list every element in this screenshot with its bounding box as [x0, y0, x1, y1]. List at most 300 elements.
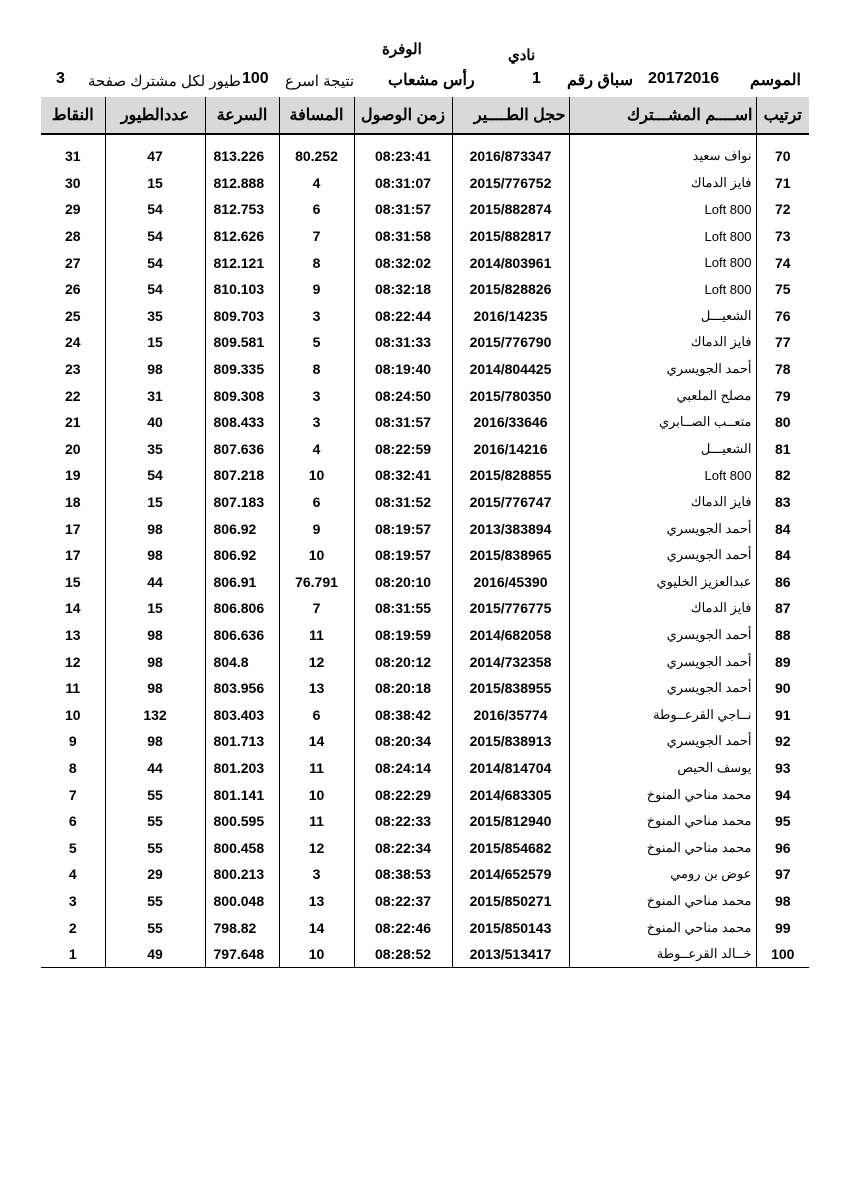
- cell-participant: متعــب الصــابري: [569, 409, 756, 436]
- cell-birds: 132: [105, 701, 205, 728]
- cell-distance: 7: [279, 223, 354, 250]
- cell-ring: 2014/804425: [452, 356, 569, 383]
- cell-participant: محمد مناحي المنوخ: [569, 914, 756, 941]
- cell-distance: 10: [279, 781, 354, 808]
- cell-participant: أحمد الجويسري: [569, 728, 756, 755]
- cell-participant: محمد مناحي المنوخ: [569, 808, 756, 835]
- cell-speed: 812.753: [205, 196, 279, 223]
- cell-arrival-time: 08:22:29: [354, 781, 452, 808]
- table-row: [41, 755, 809, 782]
- cell-distance: 11: [279, 622, 354, 649]
- cell-speed: 806.636: [205, 622, 279, 649]
- cell-arrival-time: 08:22:33: [354, 808, 452, 835]
- cell-speed: 809.335: [205, 356, 279, 383]
- cell-birds: 31: [105, 382, 205, 409]
- cell-birds: 15: [105, 489, 205, 516]
- cell-arrival-time: 08:31:52: [354, 489, 452, 516]
- cell-ring: 2015/838965: [452, 542, 569, 569]
- cell-points: 27: [64, 254, 81, 271]
- cell-arrival-time: 08:20:12: [354, 648, 452, 675]
- cell-ring: 2014/803961: [452, 249, 569, 276]
- cell-rank: 91: [756, 701, 809, 728]
- cell-participant: محمد مناحي المنوخ: [569, 781, 756, 808]
- cell-arrival-time: 08:32:41: [354, 462, 452, 489]
- race-location: رأس مشعاب: [388, 72, 475, 89]
- cell-speed: 803.956: [205, 675, 279, 702]
- cell-ring: 2013/513417: [452, 941, 569, 968]
- results-table: [41, 97, 809, 968]
- cell-speed: 812.121: [205, 249, 279, 276]
- cell-participant: أحمد الجويسري: [569, 648, 756, 675]
- cell-arrival-time: 08:23:41: [354, 143, 452, 170]
- cell-rank: 88: [756, 622, 809, 649]
- cell-ring: 2015/776752: [452, 170, 569, 197]
- race-number: 1: [532, 70, 541, 87]
- cell-distance: 9: [279, 276, 354, 303]
- cell-speed: 801.713: [205, 728, 279, 755]
- cell-rank: 94: [756, 781, 809, 808]
- cell-points: 18: [64, 494, 81, 511]
- cell-distance: 8: [279, 356, 354, 383]
- club-name: الوفرة: [382, 41, 422, 58]
- cell-rank: 78: [756, 356, 809, 383]
- cell-participant: محمد مناحي المنوخ: [569, 888, 756, 915]
- table-row: [41, 143, 809, 170]
- cell-speed: 806.92: [205, 542, 279, 569]
- table-row: [41, 542, 809, 569]
- cell-points: 23: [64, 361, 81, 378]
- cell-rank: 83: [756, 489, 809, 516]
- season-label: الموسم: [750, 72, 801, 89]
- cell-birds: 55: [105, 914, 205, 941]
- cell-rank: 97: [756, 861, 809, 888]
- cell-participant: فايز الدماك: [569, 595, 756, 622]
- cell-arrival-time: 08:24:50: [354, 382, 452, 409]
- cell-birds: 55: [105, 888, 205, 915]
- cell-arrival-time: 08:22:59: [354, 436, 452, 463]
- cell-points: 22: [64, 387, 81, 404]
- col-header-points: النقاط: [41, 97, 105, 134]
- cell-speed: 800.595: [205, 808, 279, 835]
- table-row: [41, 622, 809, 649]
- cell-distance: 10: [279, 542, 354, 569]
- table-row: [41, 196, 809, 223]
- cell-points: 14: [64, 600, 81, 617]
- cell-birds: 44: [105, 755, 205, 782]
- cell-arrival-time: 08:22:44: [354, 303, 452, 330]
- col-header-arrival-time: زمن الوصول: [354, 97, 452, 134]
- table-row: [41, 382, 809, 409]
- cell-ring: 2015/854682: [452, 834, 569, 861]
- cell-points: 24: [64, 334, 81, 351]
- cell-arrival-time: 08:32:18: [354, 276, 452, 303]
- cell-points: 30: [64, 174, 81, 191]
- cell-rank: 82: [756, 462, 809, 489]
- cell-points: 4: [68, 866, 77, 883]
- cell-points: 11: [65, 680, 81, 697]
- cell-ring: 2015/828855: [452, 462, 569, 489]
- cell-distance: 14: [279, 914, 354, 941]
- cell-distance: 10: [279, 941, 354, 968]
- cell-arrival-time: 08:38:53: [354, 861, 452, 888]
- cell-participant: Loft 800: [569, 249, 756, 276]
- cell-points: 15: [64, 573, 81, 590]
- cell-participant: أحمد الجويسري: [569, 675, 756, 702]
- cell-participant: عبدالعزيز الخليوي: [569, 569, 756, 596]
- cell-arrival-time: 08:31:07: [354, 170, 452, 197]
- cell-distance: 4: [279, 170, 354, 197]
- cell-speed: 809.308: [205, 382, 279, 409]
- cell-ring: 2015/828826: [452, 276, 569, 303]
- cell-arrival-time: 08:24:14: [354, 755, 452, 782]
- cell-birds: 15: [105, 329, 205, 356]
- table-row: [41, 808, 809, 835]
- cell-distance: 4: [279, 436, 354, 463]
- cell-distance: 3: [279, 409, 354, 436]
- cell-rank: 100: [756, 941, 809, 968]
- cell-rank: 79: [756, 382, 809, 409]
- cell-points: 8: [68, 759, 77, 776]
- cell-distance: 11: [279, 755, 354, 782]
- cell-rank: 72: [756, 196, 809, 223]
- cell-ring: 2016/45390: [452, 569, 569, 596]
- table-row: [41, 834, 809, 861]
- cell-rank: 96: [756, 834, 809, 861]
- cell-distance: 3: [279, 382, 354, 409]
- cell-ring: 2014/652579: [452, 861, 569, 888]
- table-row: [41, 329, 809, 356]
- cell-speed: 801.203: [205, 755, 279, 782]
- cell-participant: Loft 800: [569, 276, 756, 303]
- cell-rank: 93: [756, 755, 809, 782]
- cell-rank: 84: [756, 515, 809, 542]
- cell-birds: 44: [105, 569, 205, 596]
- table-row: [41, 595, 809, 622]
- cell-points: 17: [64, 547, 81, 564]
- club-label: نادي: [508, 47, 536, 64]
- cell-distance: 5: [279, 329, 354, 356]
- cell-rank: 99: [756, 914, 809, 941]
- table-row: [41, 914, 809, 941]
- cell-rank: 81: [756, 436, 809, 463]
- table-row: [41, 569, 809, 596]
- cell-speed: 809.581: [205, 329, 279, 356]
- cell-points: 26: [64, 281, 81, 298]
- cell-participant: Loft 800: [569, 462, 756, 489]
- table-row: [41, 941, 809, 968]
- cell-distance: 9: [279, 515, 354, 542]
- cell-speed: 800.213: [205, 861, 279, 888]
- table-row: [41, 515, 809, 542]
- cell-ring: 2015/882874: [452, 196, 569, 223]
- cell-participant: فايز الدماك: [569, 329, 756, 356]
- cell-participant: الشعيـــل: [569, 303, 756, 330]
- cell-distance: 76.791: [279, 569, 354, 596]
- cell-participant: فايز الدماك: [569, 170, 756, 197]
- cell-distance: 3: [279, 303, 354, 330]
- per-participant-label: طيور لكل مشترك صفحة: [88, 73, 241, 90]
- cell-distance: 80.252: [279, 143, 354, 170]
- cell-ring: 2015/838955: [452, 675, 569, 702]
- race-label: سباق رقم: [567, 72, 633, 89]
- cell-rank: 80: [756, 409, 809, 436]
- col-header-rank: ترتيب: [756, 97, 809, 134]
- cell-birds: 29: [105, 861, 205, 888]
- cell-distance: 3: [279, 861, 354, 888]
- cell-ring: 2015/780350: [452, 382, 569, 409]
- cell-ring: 2015/776790: [452, 329, 569, 356]
- cell-distance: 7: [279, 595, 354, 622]
- cell-rank: 77: [756, 329, 809, 356]
- cell-speed: 801.141: [205, 781, 279, 808]
- cell-speed: 812.888: [205, 170, 279, 197]
- cell-participant: عوض بن رومي: [569, 861, 756, 888]
- cell-ring: 2014/683305: [452, 781, 569, 808]
- cell-participant: Loft 800: [569, 196, 756, 223]
- cell-birds: 98: [105, 648, 205, 675]
- cell-speed: 797.648: [205, 941, 279, 968]
- cell-participant: محمد مناحي المنوخ: [569, 834, 756, 861]
- cell-rank: 98: [756, 888, 809, 915]
- cell-ring: 2016/873347: [452, 143, 569, 170]
- cell-arrival-time: 08:31:57: [354, 409, 452, 436]
- cell-birds: 98: [105, 622, 205, 649]
- cell-ring: 2014/732358: [452, 648, 569, 675]
- cell-ring: 2015/776747: [452, 489, 569, 516]
- col-header-ring: حجل الطــــير: [452, 97, 569, 134]
- cell-distance: 6: [279, 489, 354, 516]
- cell-birds: 55: [105, 834, 205, 861]
- cell-birds: 35: [105, 436, 205, 463]
- cell-points: 13: [64, 626, 81, 643]
- cell-birds: 35: [105, 303, 205, 330]
- cell-points: 9: [68, 733, 77, 750]
- cell-distance: 11: [279, 808, 354, 835]
- cell-ring: 2014/682058: [452, 622, 569, 649]
- cell-rank: 84: [756, 542, 809, 569]
- cell-ring: 2013/383894: [452, 515, 569, 542]
- cell-rank: 74: [756, 249, 809, 276]
- cell-points: 21: [64, 414, 81, 431]
- cell-participant: Loft 800: [569, 223, 756, 250]
- table-header-row: [41, 97, 809, 134]
- table-row: [41, 249, 809, 276]
- cell-birds: 40: [105, 409, 205, 436]
- table-row: [41, 648, 809, 675]
- cell-distance: 14: [279, 728, 354, 755]
- cell-rank: 89: [756, 648, 809, 675]
- cell-ring: 2015/776775: [452, 595, 569, 622]
- table-row: [41, 409, 809, 436]
- cell-birds: 54: [105, 196, 205, 223]
- cell-distance: 6: [279, 196, 354, 223]
- table-row: [41, 356, 809, 383]
- cell-speed: 804.8: [205, 648, 279, 675]
- cell-points: 17: [64, 520, 81, 537]
- cell-participant: يوسف الحيص: [569, 755, 756, 782]
- cell-participant: الشعيـــل: [569, 436, 756, 463]
- cell-speed: 800.458: [205, 834, 279, 861]
- cell-arrival-time: 08:31:58: [354, 223, 452, 250]
- cell-ring: 2016/14216: [452, 436, 569, 463]
- cell-ring: 2015/882817: [452, 223, 569, 250]
- table-row: [41, 861, 809, 888]
- cell-participant: أحمد الجويسري: [569, 542, 756, 569]
- cell-rank: 90: [756, 675, 809, 702]
- table-row: [41, 303, 809, 330]
- cell-arrival-time: 08:19:40: [354, 356, 452, 383]
- cell-birds: 54: [105, 462, 205, 489]
- cell-points: 10: [64, 706, 81, 723]
- col-header-distance: المسافة: [279, 97, 354, 134]
- cell-birds: 55: [105, 808, 205, 835]
- cell-arrival-time: 08:38:42: [354, 701, 452, 728]
- cell-rank: 75: [756, 276, 809, 303]
- cell-arrival-time: 08:32:02: [354, 249, 452, 276]
- table-row: [41, 888, 809, 915]
- cell-distance: 6: [279, 701, 354, 728]
- cell-participant: خــالد القرعــوطة: [569, 941, 756, 968]
- cell-points: 25: [64, 307, 81, 324]
- cell-arrival-time: 08:22:34: [354, 834, 452, 861]
- cell-ring: 2015/838913: [452, 728, 569, 755]
- cell-arrival-time: 08:28:52: [354, 941, 452, 968]
- cell-birds: 54: [105, 276, 205, 303]
- cell-speed: 806.806: [205, 595, 279, 622]
- cell-arrival-time: 08:19:57: [354, 542, 452, 569]
- cell-points: 19: [64, 467, 81, 484]
- cell-participant: نواف سعيد: [569, 143, 756, 170]
- table-row: [41, 223, 809, 250]
- cell-participant: أحمد الجويسري: [569, 622, 756, 649]
- cell-arrival-time: 08:31:55: [354, 595, 452, 622]
- cell-speed: 807.218: [205, 462, 279, 489]
- cell-participant: أحمد الجويسري: [569, 356, 756, 383]
- table-row: [41, 276, 809, 303]
- cell-birds: 98: [105, 356, 205, 383]
- cell-ring: 2016/14235: [452, 303, 569, 330]
- cell-arrival-time: 08:20:34: [354, 728, 452, 755]
- cell-points: 6: [68, 813, 77, 830]
- season-value: 20172016: [648, 70, 720, 87]
- cell-speed: 806.92: [205, 515, 279, 542]
- table-row: [41, 462, 809, 489]
- cell-rank: 76: [756, 303, 809, 330]
- cell-speed: 809.703: [205, 303, 279, 330]
- cell-speed: 812.626: [205, 223, 279, 250]
- cell-rank: 92: [756, 728, 809, 755]
- table-row: [41, 170, 809, 197]
- cell-birds: 98: [105, 542, 205, 569]
- cell-speed: 806.91: [205, 569, 279, 596]
- cell-points: 2: [68, 919, 77, 936]
- table-row: [41, 436, 809, 463]
- col-header-birds: عددالطيور: [105, 97, 205, 134]
- cell-ring: 2015/850143: [452, 914, 569, 941]
- cell-points: 20: [64, 440, 81, 457]
- cell-rank: 87: [756, 595, 809, 622]
- cell-distance: 13: [279, 888, 354, 915]
- cell-points: 12: [64, 653, 81, 670]
- cell-distance: 12: [279, 648, 354, 675]
- cell-birds: 98: [105, 728, 205, 755]
- cell-birds: 55: [105, 781, 205, 808]
- cell-rank: 73: [756, 223, 809, 250]
- result-label: نتيجة اسرع: [285, 73, 355, 90]
- cell-distance: 8: [279, 249, 354, 276]
- spacer-row: [41, 134, 809, 143]
- cell-distance: 13: [279, 675, 354, 702]
- cell-birds: 54: [105, 223, 205, 250]
- cell-rank: 70: [756, 143, 809, 170]
- cell-birds: 15: [105, 170, 205, 197]
- cell-points: 31: [64, 148, 81, 165]
- cell-birds: 98: [105, 515, 205, 542]
- cell-participant: نــاجي القرعــوطة: [569, 701, 756, 728]
- cell-speed: 803.403: [205, 701, 279, 728]
- cell-speed: 807.636: [205, 436, 279, 463]
- cell-points: 7: [68, 786, 77, 803]
- cell-points: 29: [64, 201, 81, 218]
- table-row: [41, 489, 809, 516]
- cell-ring: 2015/812940: [452, 808, 569, 835]
- cell-speed: 813.226: [205, 143, 279, 170]
- cell-arrival-time: 08:20:10: [354, 569, 452, 596]
- cell-points: 1: [41, 941, 105, 968]
- table-row: [41, 675, 809, 702]
- birds-count: 100: [242, 70, 269, 87]
- cell-speed: 798.82: [205, 914, 279, 941]
- table-row: [41, 701, 809, 728]
- cell-participant: مصلح الملعبي: [569, 382, 756, 409]
- cell-ring: 2016/33646: [452, 409, 569, 436]
- cell-speed: 808.433: [205, 409, 279, 436]
- cell-rank: 71: [756, 170, 809, 197]
- cell-birds: 47: [105, 143, 205, 170]
- table-row: [41, 781, 809, 808]
- cell-rank: 95: [756, 808, 809, 835]
- cell-ring: 2016/35774: [452, 701, 569, 728]
- cell-ring: 2015/850271: [452, 888, 569, 915]
- cell-birds: 54: [105, 249, 205, 276]
- cell-arrival-time: 08:31:33: [354, 329, 452, 356]
- cell-rank: 86: [756, 569, 809, 596]
- cell-arrival-time: 08:22:46: [354, 914, 452, 941]
- col-header-participant: اســــم المشـــترك: [569, 97, 756, 134]
- table-row: [41, 728, 809, 755]
- cell-speed: 800.048: [205, 888, 279, 915]
- cell-points: 3: [68, 892, 77, 909]
- cell-speed: 807.183: [205, 489, 279, 516]
- cell-arrival-time: 08:31:57: [354, 196, 452, 223]
- cell-participant: فايز الدماك: [569, 489, 756, 516]
- cell-points: 28: [64, 228, 81, 245]
- cell-birds: 98: [105, 675, 205, 702]
- cell-arrival-time: 08:19:57: [354, 515, 452, 542]
- page-number: 3: [56, 70, 65, 87]
- cell-points: 5: [68, 839, 77, 856]
- col-header-speed: السرعة: [205, 97, 279, 134]
- cell-participant: أحمد الجويسري: [569, 515, 756, 542]
- cell-arrival-time: 08:20:18: [354, 675, 452, 702]
- cell-arrival-time: 08:19:59: [354, 622, 452, 649]
- cell-birds: 15: [105, 595, 205, 622]
- cell-birds: 49: [105, 941, 205, 968]
- cell-speed: 810.103: [205, 276, 279, 303]
- cell-arrival-time: 08:22:37: [354, 888, 452, 915]
- cell-distance: 10: [279, 462, 354, 489]
- cell-distance: 12: [279, 834, 354, 861]
